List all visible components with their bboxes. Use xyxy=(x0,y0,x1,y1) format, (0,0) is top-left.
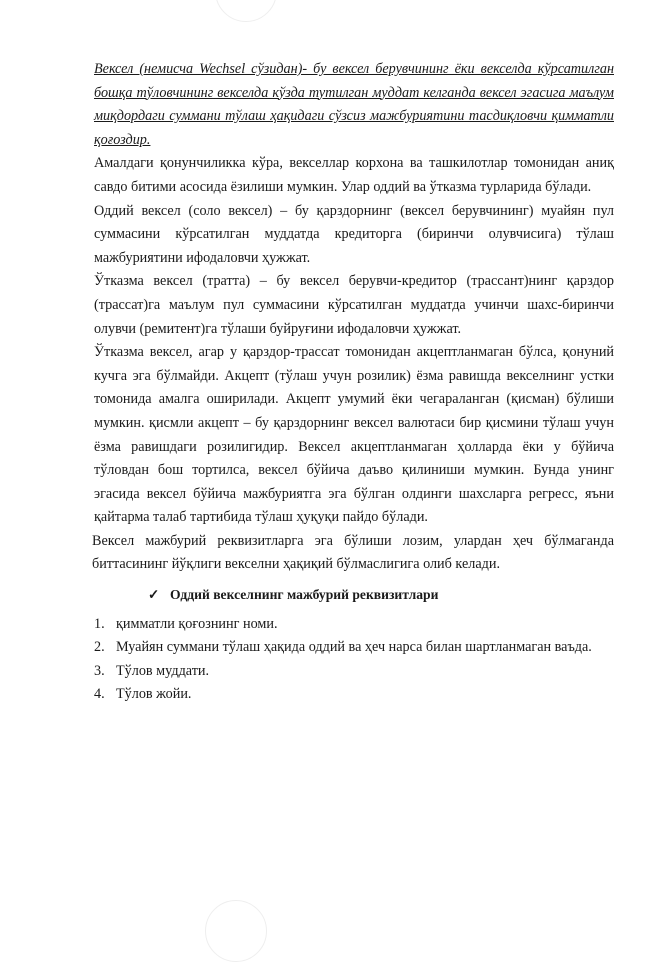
list-item xyxy=(94,683,614,707)
checkmark-icon: ✓ xyxy=(148,587,160,603)
intro-paragraph: Амалдаги қонунчиликка кўра, векселлар корхона ва ташкилотлар томонидан аниқ савдо битими асосида ёзилиши мумкин. Улар оддий ва ўтказма турларида бўлади. xyxy=(94,155,614,195)
acceptance-paragraph: Ўтказма вексел, агар у қарздор-трассат томонидан акцептланмаган бўлса, қонуний кучга эга бўлмайди. Акцепт (тўлаш учун розилик) ёзма равишда векселнинг устки томонида амалга оширилади. Акцепт умумий ёки чегараланган (қисман) бўлиши мумкин. қисмли акцепт – бу қарздорнинг вексел валютаси бир қисмини тўлаш учун ёзма равишдаги розилигидир. Вексел акцептланмаган ҳолларда ёки у бўйича тўловдан бош тортилса, вексел бўйича даъво қилиниши мумкин. Бунда унинг эгасида вексел бўйича мажбуриятга эга бўлган олдинги шахсларга регресс, яъни қайтарма талаб тартибида тўлаш ҳуқуқи пайдо бўлади. xyxy=(94,344,614,526)
document-page xyxy=(94,58,614,707)
simple-bill-paragraph: Оддий вексел (соло вексел) – бу қарздорнинг (вексел берувчининг) муайян пул суммасини кўрсатилган муддатда кредиторга (биринчи олувчисига) тўлаш мажбуриятини ифодаловчи ҳужжат. xyxy=(94,202,614,266)
list-item-text: қимматли қоғознинг номи. xyxy=(116,615,278,632)
scan-mark-top xyxy=(215,0,277,22)
requisites-heading-text: Оддий векселнинг мажбурий реквизитлари xyxy=(170,587,439,603)
list-item-number: 2. xyxy=(94,639,105,656)
scan-mark-bottom xyxy=(205,900,267,962)
transfer-bill-paragraph: Ўтказма вексел (тратта) – бу вексел берувчи-кредитор (трассант)нинг қарздор (трассат)га маълум пул суммасини кўрсатилган муддатда учинчи шахс-биринчи олувчи (ремитент)га тўлаши буйруғини ифодаловчи ҳужжат. xyxy=(94,273,614,337)
requisites-heading xyxy=(94,583,614,607)
definition-paragraph: Вексел (немисча Wechsel сўзидан)- бу вексел берувчининг ёки векселда кўрсатилган бошқа тўловчининг векселда кўзда тутилган муддат келганда вексел эгасига маълум миқдордаги суммани тўлаш ҳақидаги сўзсиз мажбуриятини тасдиқловчи қимматли қоғоздир. xyxy=(94,61,614,148)
list-item-text: Тўлов муддати. xyxy=(116,662,210,679)
list-item xyxy=(94,613,614,637)
list-item-number: 1. xyxy=(94,615,105,632)
requisites-intro-paragraph: Вексел мажбурий реквизитларга эга бўлиши лозим, улардан ҳеч бўлмаганда биттасининг йўқлиги векселни ҳақиқий бўлмаслигига олиб келади. xyxy=(92,532,614,573)
list-item-number: 3. xyxy=(94,662,105,679)
list-item-text: Тўлов жойи. xyxy=(116,686,192,703)
list-item-text: Муайян суммани тўлаш ҳақида оддий ва ҳеч нарса билан шартланмаган ваъда. xyxy=(116,639,592,656)
list-item-number: 4. xyxy=(94,686,105,703)
list-item xyxy=(94,636,614,660)
list-item xyxy=(94,660,614,684)
